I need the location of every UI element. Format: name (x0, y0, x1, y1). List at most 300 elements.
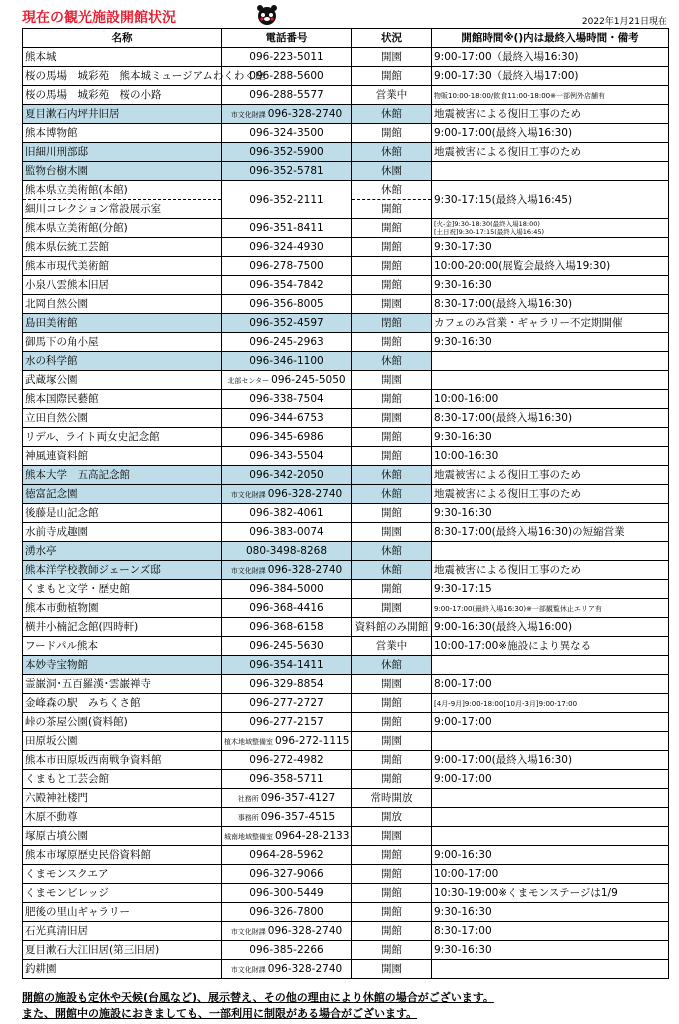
status: 開館 (352, 390, 432, 409)
table-row (23, 428, 669, 447)
facility-name: 熊本市塚原歴史民俗資料館 (23, 846, 222, 865)
status: 開館 (352, 770, 432, 789)
table-row (23, 770, 669, 789)
status: 開園 (352, 48, 432, 67)
facility-name: 熊本博物館 (23, 124, 222, 143)
phone-value: 096-288-5600 (249, 70, 324, 82)
table-row (23, 485, 669, 504)
hours-value: 物販10:00-18:00/飲食11:00-18:00※一部例外店舗有 (434, 91, 605, 100)
table-row (23, 314, 669, 333)
facility-name: 熊本洋学校教師ジェーンズ邸 (23, 561, 222, 580)
facility-name: くまモンスクエア (23, 865, 222, 884)
hours-value: 8:30-17:00(最終入場16:30) (434, 298, 573, 310)
opening-hours (432, 428, 669, 447)
phone-number (222, 827, 352, 846)
phone-department: 城南地域整備室 (224, 832, 273, 841)
table-row (23, 219, 669, 238)
facility-name: 肥後の里山ギャラリー (23, 903, 222, 922)
opening-hours (432, 276, 669, 295)
status: 開園 (352, 371, 432, 390)
opening-hours (432, 713, 669, 732)
opening-hours (432, 238, 669, 257)
opening-hours (432, 884, 669, 903)
phone-value: 096-328-2740 (267, 962, 343, 975)
opening-hours (432, 86, 669, 105)
hours-value: 10:00-20:00(展覧会最終入場19:30) (434, 260, 611, 272)
phone-value: 096-328-2740 (267, 563, 343, 576)
facility-name: 熊本国際民藝館 (23, 390, 222, 409)
status: 開館 (352, 428, 432, 447)
phone-number (222, 884, 352, 903)
table-row (23, 542, 669, 561)
table-row (23, 960, 669, 979)
phone-value: 096-346-1100 (249, 355, 324, 367)
phone-number (222, 295, 352, 314)
facility-name: 立田自然公園 (23, 409, 222, 428)
table-row (23, 504, 669, 523)
opening-hours (432, 67, 669, 86)
status: 休館 (352, 181, 432, 200)
hours-value: [4月-9月]9:00-18:00[10月-3月]9:00-17:00 (434, 699, 578, 708)
facility-name: 北岡自然公園 (23, 295, 222, 314)
facility-name: 熊本市田原坂西南戦争資料館 (23, 751, 222, 770)
facility-name: 熊本県伝統工芸館 (23, 238, 222, 257)
table-row (23, 333, 669, 352)
hours-value: 9:00-17:00(最終入場16:30)※一部観覧休止エリア有 (434, 604, 602, 613)
table-row (23, 238, 669, 257)
facility-name: くまもと文学・歴史館 (23, 580, 222, 599)
opening-hours (432, 675, 669, 694)
table-row (23, 276, 669, 295)
status: 開園 (352, 732, 432, 751)
phone-department: 市文化財課 (230, 110, 266, 119)
table-row (23, 409, 669, 428)
phone-number (222, 181, 352, 219)
phone-number (222, 713, 352, 732)
facility-name: 釣耕園 (23, 960, 222, 979)
opening-hours (432, 314, 669, 333)
table-row (23, 618, 669, 637)
keep-smiling-logo (252, 3, 282, 27)
opening-hours (432, 808, 669, 827)
hours-value: 8:30-17:00 (434, 925, 492, 937)
facility-name: 熊本県立美術館(本館) (23, 181, 222, 200)
facility-name: 御馬下の角小屋 (23, 333, 222, 352)
status: 開放 (352, 808, 432, 827)
facility-name: リデル、ライト両女史記念館 (23, 428, 222, 447)
facility-name: 夏目漱石内坪井旧居 (23, 105, 222, 124)
hours-value: 9:00-17:00 (434, 716, 492, 728)
phone-value: 096-352-5900 (249, 146, 324, 158)
phone-value: 096-368-4416 (249, 602, 324, 614)
opening-hours (432, 542, 669, 561)
table-row (23, 580, 669, 599)
opening-hours (432, 409, 669, 428)
phone-number (222, 751, 352, 770)
facility-name: 六殿神社楼門 (23, 789, 222, 808)
phone-value: 096-272-1115 (275, 734, 350, 747)
phone-value: 096-328-2740 (267, 924, 343, 937)
status: 開園 (352, 599, 432, 618)
opening-hours (432, 162, 669, 181)
phone-number (222, 314, 352, 333)
phone-value: 096-245-2963 (249, 336, 324, 348)
phone-value: 096-277-2727 (249, 697, 324, 709)
table-row (23, 713, 669, 732)
facility-name: 田原坂公園 (23, 732, 222, 751)
status: 開館 (352, 238, 432, 257)
status: 開館 (352, 941, 432, 960)
phone-number (222, 428, 352, 447)
facility-name: 横井小楠記念館(四時軒) (23, 618, 222, 637)
hours-value: 10:30-19:00※くまモンステージは1/9 (434, 887, 618, 899)
opening-hours (432, 504, 669, 523)
table-row (23, 941, 669, 960)
facility-name: 小泉八雲熊本旧居 (23, 276, 222, 295)
status: 休館 (352, 656, 432, 675)
phone-number (222, 276, 352, 295)
phone-number (222, 599, 352, 618)
phone-number (222, 561, 352, 580)
table-row (23, 884, 669, 903)
status: 開園 (352, 295, 432, 314)
facility-name: 桜の馬場 城彩苑 熊本城ミュージアムわくわく座 (23, 67, 222, 86)
table-row (23, 390, 669, 409)
phone-number (222, 504, 352, 523)
table-row (23, 675, 669, 694)
facility-name: 旧細川刑部邸 (23, 143, 222, 162)
status: 常時開放 (352, 789, 432, 808)
phone-number (222, 770, 352, 789)
notes (22, 990, 494, 1022)
facility-name: 熊本市現代美術館 (23, 257, 222, 276)
phone-value: 096-245-5050 (271, 373, 346, 386)
phone-number (222, 903, 352, 922)
opening-hours (432, 789, 669, 808)
hours-value: 9:00-17:00 (434, 773, 492, 785)
facility-name: くまモンビレッジ (23, 884, 222, 903)
phone-value: 096-352-2111 (249, 193, 324, 206)
status: 開館 (352, 124, 432, 143)
opening-hours (432, 447, 669, 466)
phone-number (222, 219, 352, 238)
opening-hours (432, 181, 669, 219)
phone-value: 096-354-7842 (249, 279, 324, 291)
phone-number (222, 447, 352, 466)
facility-name: 細川コレクション常設展示室 (23, 200, 222, 219)
opening-hours (432, 637, 669, 656)
facility-name: 水前寺成趣園 (23, 523, 222, 542)
facility-name: 熊本市動植物園 (23, 599, 222, 618)
table-row (23, 143, 669, 162)
phone-number (222, 618, 352, 637)
phone-value: 096-328-2740 (267, 107, 343, 120)
table-row (23, 181, 669, 200)
opening-hours (432, 732, 669, 751)
phone-value: 096-357-4127 (260, 791, 336, 804)
table-row (23, 105, 669, 124)
phone-department: 市文化財課 (230, 927, 266, 936)
phone-value: 096-300-5449 (249, 887, 324, 899)
phone-value: 096-329-8854 (249, 678, 324, 690)
status: 開園 (352, 827, 432, 846)
phone-number (222, 352, 352, 371)
phone-number (222, 865, 352, 884)
facility-name: 湧水亭 (23, 542, 222, 561)
table-row (23, 124, 669, 143)
opening-hours (432, 770, 669, 789)
table-row (23, 865, 669, 884)
phone-department: 市文化財課 (230, 965, 266, 974)
status: 開園 (352, 523, 432, 542)
opening-hours (432, 751, 669, 770)
status: 開館 (352, 67, 432, 86)
facility-name: 塚原古墳公園 (23, 827, 222, 846)
phone-number (222, 941, 352, 960)
facility-name: 本妙寺宝物館 (23, 656, 222, 675)
hours-value: 9:30-16:30 (434, 336, 492, 348)
opening-hours (432, 333, 669, 352)
phone-department: 社務所 (237, 794, 259, 803)
opening-hours (432, 219, 669, 238)
opening-hours (432, 143, 669, 162)
opening-hours (432, 903, 669, 922)
table-row (23, 922, 669, 941)
phone-value: 096-383-0074 (249, 526, 324, 538)
facility-name: 水の科学館 (23, 352, 222, 371)
status: 営業中 (352, 637, 432, 656)
table-row (23, 561, 669, 580)
table-row (23, 295, 669, 314)
hours-value: 地震被害による復旧工事のため (434, 488, 581, 500)
phone-value: 096-272-4982 (249, 754, 324, 766)
status: 開館 (352, 865, 432, 884)
hours-value: 9:00-17:00(最終入場16:30) (434, 127, 573, 139)
phone-value: 0964-28-5962 (249, 849, 324, 861)
hours-line: [火-金]9:30-18:30(最終入場18:00) (434, 220, 540, 228)
opening-hours (432, 466, 669, 485)
phone-number (222, 124, 352, 143)
table-row (23, 656, 669, 675)
hours-value: カフェのみ営業・ギャラリー不定期開催 (434, 317, 623, 329)
table-body (23, 48, 669, 979)
hours-value: 8:30-17:00(最終入場16:30)の短縮営業 (434, 526, 625, 538)
table-row (23, 732, 669, 751)
status: 開館 (352, 846, 432, 865)
phone-number (222, 333, 352, 352)
facility-name: 島田美術館 (23, 314, 222, 333)
status: 休園 (352, 162, 432, 181)
table-row (23, 751, 669, 770)
opening-hours (432, 257, 669, 276)
status: 開館 (352, 219, 432, 238)
facility-name: 峠の茶屋公園(資料館) (23, 713, 222, 732)
header-phone: 電話番号 (222, 29, 352, 48)
hours-line: [土日祝]9:30-17:15(最終入場16:45) (434, 228, 545, 236)
phone-value: 0964-28-2133 (275, 829, 350, 842)
status: 休館 (352, 143, 432, 162)
opening-hours (432, 523, 669, 542)
phone-number (222, 86, 352, 105)
hours-value: 10:00-17:00※施設により異なる (434, 640, 592, 652)
hours-value: 9:30-17:15(最終入場16:45) (434, 193, 573, 206)
page-title: 現在の観光施設開館状況 (22, 10, 176, 26)
phone-value: 096-288-5577 (249, 89, 324, 101)
status: 開館 (352, 903, 432, 922)
opening-hours (432, 105, 669, 124)
phone-number (222, 523, 352, 542)
note-line: 開館の施設も定休や天候(台風など)、展示替え、その他の理由により休館の場合がございます。 (22, 991, 494, 1004)
hours-value: 9:00-17:00（最終入場16:30) (434, 51, 579, 63)
facility-name: 金峰森の駅 みちくさ館 (23, 694, 222, 713)
facility-name: 熊本大学 五高記念館 (23, 466, 222, 485)
phone-value: 096-324-3500 (249, 127, 324, 139)
phone-number (222, 105, 352, 124)
opening-hours (432, 618, 669, 637)
status: 休館 (352, 542, 432, 561)
phone-department: 市文化財課 (230, 490, 266, 499)
opening-hours (432, 124, 669, 143)
phone-value: 096-352-4597 (249, 317, 324, 329)
facility-name: くまもと工芸会館 (23, 770, 222, 789)
table-row (23, 903, 669, 922)
phone-department: 北部センター (227, 376, 270, 385)
hours-value: 9:30-16:30 (434, 944, 492, 956)
facility-name: 熊本城 (23, 48, 222, 67)
phone-number (222, 238, 352, 257)
phone-number (222, 675, 352, 694)
phone-value: 096-342-2050 (249, 469, 324, 481)
header-hours: 開館時間※()内は最終入場時間・備考 (432, 29, 669, 48)
phone-value: 096-352-5781 (249, 165, 324, 177)
phone-number (222, 637, 352, 656)
table-row (23, 694, 669, 713)
hours-value: 10:00-16:30 (434, 450, 499, 462)
table-row (23, 789, 669, 808)
hours-value: 地震被害による復旧工事のため (434, 564, 581, 576)
table-row (23, 846, 669, 865)
phone-value: 096-278-7500 (249, 260, 324, 272)
status: 休館 (352, 561, 432, 580)
opening-hours (432, 941, 669, 960)
phone-value: 096-385-2266 (249, 944, 324, 956)
facility-name: 霊巌洞･五百羅漢･雲巌禅寺 (23, 675, 222, 694)
phone-number (222, 257, 352, 276)
status: 休館 (352, 105, 432, 124)
status: 開館 (352, 694, 432, 713)
status: 開館 (352, 276, 432, 295)
status: 開館 (352, 200, 432, 219)
hours-value: 地震被害による復旧工事のため (434, 108, 581, 120)
phone-value: 080-3498-8268 (245, 545, 328, 557)
facility-name: 後藤是山記念館 (23, 504, 222, 523)
phone-value: 096-328-2740 (267, 487, 343, 500)
facility-name: フードパル熊本 (23, 637, 222, 656)
opening-hours (432, 922, 669, 941)
header-name: 名称 (23, 29, 222, 48)
table-row (23, 637, 669, 656)
table-row (23, 466, 669, 485)
opening-hours (432, 694, 669, 713)
status: 開館 (352, 751, 432, 770)
phone-number (222, 143, 352, 162)
phone-value: 096-357-4515 (260, 810, 336, 823)
phone-number (222, 466, 352, 485)
opening-hours (432, 656, 669, 675)
status: 開館 (352, 504, 432, 523)
hours-value: 9:30-17:30 (434, 241, 492, 253)
table-row (23, 523, 669, 542)
hours-value: 地震被害による復旧工事のため (434, 469, 581, 481)
phone-number (222, 580, 352, 599)
phone-department: 植木地域整備室 (224, 737, 273, 746)
phone-value: 096-384-5000 (249, 583, 324, 595)
phone-number (222, 846, 352, 865)
status: 資料館のみ開館 (352, 618, 432, 637)
phone-value: 096-345-6986 (249, 431, 324, 443)
opening-hours (432, 48, 669, 67)
table-row (23, 371, 669, 390)
hours-value: 9:00-17:30（最終入場17:00) (434, 70, 579, 82)
phone-value: 096-327-9066 (249, 868, 324, 880)
phone-number (222, 371, 352, 390)
phone-number (222, 732, 352, 751)
phone-value: 096-223-5011 (249, 51, 324, 63)
table-row (23, 67, 669, 86)
status: 閉館 (352, 314, 432, 333)
phone-department: 市文化財課 (230, 566, 266, 575)
phone-number (222, 960, 352, 979)
opening-hours (432, 599, 669, 618)
hours-value: 9:30-17:15 (434, 583, 492, 595)
status: 営業中 (352, 86, 432, 105)
facility-name: 徳富記念園 (23, 485, 222, 504)
phone-number (222, 542, 352, 561)
opening-hours (432, 580, 669, 599)
phone-number (222, 789, 352, 808)
phone-value: 096-338-7504 (249, 393, 324, 405)
phone-department: 事務所 (237, 813, 259, 822)
facility-name: 夏目漱石大江旧居(第三旧居) (23, 941, 222, 960)
table-row (23, 162, 669, 181)
table-row (23, 257, 669, 276)
phone-value: 096-351-8411 (249, 222, 324, 234)
kumamon-logo-icon (252, 3, 282, 27)
status: 開館 (352, 580, 432, 599)
opening-hours (432, 865, 669, 884)
opening-hours (432, 390, 669, 409)
table-row (23, 827, 669, 846)
facility-name: 木原不動尊 (23, 808, 222, 827)
status: 開館 (352, 884, 432, 903)
status: 休館 (352, 466, 432, 485)
phone-value: 096-354-1411 (249, 659, 324, 671)
hours-value: 8:30-17:00(最終入場16:30) (434, 412, 573, 424)
opening-hours (432, 352, 669, 371)
facility-name: 熊本県立美術館(分館) (23, 219, 222, 238)
table-row (23, 86, 669, 105)
facility-name: 石光真清旧居 (23, 922, 222, 941)
phone-number (222, 656, 352, 675)
table-row (23, 352, 669, 371)
table-row (23, 599, 669, 618)
status: 開館 (352, 257, 432, 276)
status: 休館 (352, 485, 432, 504)
opening-hours (432, 371, 669, 390)
phone-value: 096-358-5711 (249, 773, 324, 785)
hours-value: 10:00-16:00 (434, 393, 499, 405)
phone-number (222, 485, 352, 504)
